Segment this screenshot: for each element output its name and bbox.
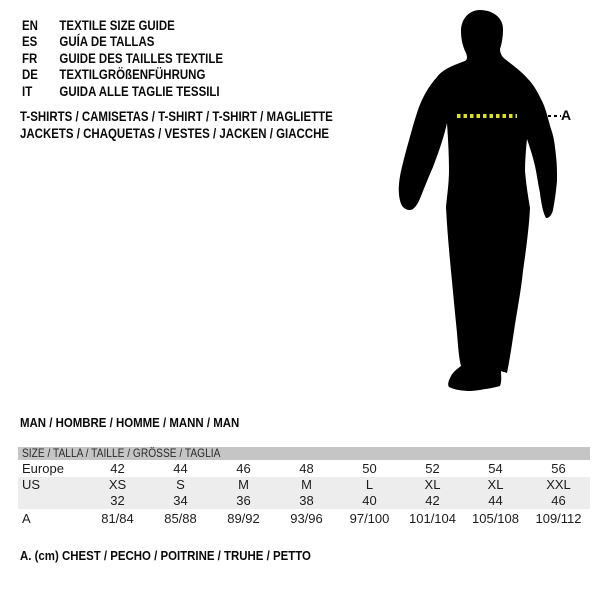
language-row-en bbox=[22, 18, 223, 34]
language-title: TEXTILE SIZE GUIDE bbox=[59, 18, 175, 33]
size-cell: 46 bbox=[236, 461, 251, 476]
size-cell: 81/84 bbox=[101, 511, 134, 526]
size-cell: 109/112 bbox=[535, 511, 582, 526]
size-cell: 44 bbox=[488, 493, 503, 508]
garment-categories bbox=[20, 109, 333, 142]
row-label: Europe bbox=[22, 461, 64, 476]
size-cell: 48 bbox=[299, 461, 314, 476]
language-row-it bbox=[22, 84, 223, 100]
size-cell: XS bbox=[108, 477, 127, 492]
size-cell: 38 bbox=[299, 493, 314, 508]
table-row bbox=[18, 460, 590, 477]
language-code: DE bbox=[22, 67, 38, 83]
man-silhouette-figure bbox=[395, 0, 580, 400]
table-row bbox=[18, 509, 590, 528]
size-cell: 101/104 bbox=[409, 511, 456, 526]
language-code: FR bbox=[22, 50, 38, 66]
category-line-0: T-SHIRTS / CAMISETAS / T-SHIRT / T-SHIRT / MAGLIETTE bbox=[20, 109, 333, 124]
size-cell: 32 bbox=[110, 493, 125, 508]
size-cell: 46 bbox=[551, 493, 566, 508]
language-code: ES bbox=[22, 34, 38, 50]
man-silhouette bbox=[399, 10, 557, 391]
size-cell: 52 bbox=[425, 461, 440, 476]
size-table bbox=[18, 447, 590, 528]
language-row-es bbox=[22, 34, 223, 50]
size-cell: 97/100 bbox=[349, 511, 390, 526]
size-cell: 40 bbox=[362, 493, 377, 508]
row-label: A bbox=[22, 511, 31, 526]
chest-footnote: A. (cm) CHEST / PECHO / POITRINE / TRUHE / PETTO bbox=[20, 548, 311, 563]
size-cell: 36 bbox=[236, 493, 251, 508]
language-legend bbox=[22, 18, 223, 100]
size-cell: S bbox=[176, 477, 185, 492]
size-cell: 42 bbox=[110, 461, 125, 476]
size-cell: 93/96 bbox=[290, 511, 323, 526]
language-title: GUÍA DE TALLAS bbox=[59, 34, 155, 50]
language-code: EN bbox=[22, 18, 38, 33]
size-cell: 50 bbox=[362, 461, 377, 476]
section-title-man: MAN / HOMBRE / HOMME / MANN / MAN bbox=[20, 415, 240, 430]
language-title: TEXTILGRÖßENFÜHRUNG bbox=[59, 67, 206, 83]
size-cell: M bbox=[238, 477, 249, 492]
size-cell: 85/88 bbox=[164, 511, 197, 526]
language-row-fr bbox=[22, 51, 223, 67]
size-cell: 89/92 bbox=[227, 511, 260, 526]
size-cell: XL bbox=[424, 477, 441, 492]
measurement-a-label: A bbox=[561, 107, 572, 123]
table-row bbox=[18, 493, 590, 509]
size-cell: 56 bbox=[551, 461, 566, 476]
row-label: US bbox=[22, 477, 41, 492]
size-cell: XXL bbox=[546, 477, 571, 492]
size-cell: M bbox=[301, 477, 312, 492]
size-cell: 34 bbox=[173, 493, 188, 508]
language-title: GUIDA ALLE TAGLIE TESSILI bbox=[59, 83, 220, 99]
table-row bbox=[18, 477, 590, 493]
language-title: GUIDE DES TAILLES TEXTILE bbox=[59, 50, 224, 66]
size-cell: L bbox=[365, 477, 374, 492]
category-line-1: JACKETS / CHAQUETAS / VESTES / JACKEN / GIACCHE bbox=[20, 125, 330, 141]
size-cell: 44 bbox=[173, 461, 188, 476]
size-table-header-label: SIZE / TALLA / TAILLE / GRÖSSE / TAGLIA bbox=[22, 446, 221, 460]
language-row-de bbox=[22, 67, 223, 83]
size-cell: 42 bbox=[425, 493, 440, 508]
size-cell: 54 bbox=[488, 461, 503, 476]
size-table-header bbox=[18, 447, 590, 460]
language-code: IT bbox=[22, 83, 33, 99]
size-cell: XL bbox=[487, 477, 504, 492]
size-cell: 105/108 bbox=[472, 511, 519, 526]
size-table-body bbox=[18, 460, 590, 528]
